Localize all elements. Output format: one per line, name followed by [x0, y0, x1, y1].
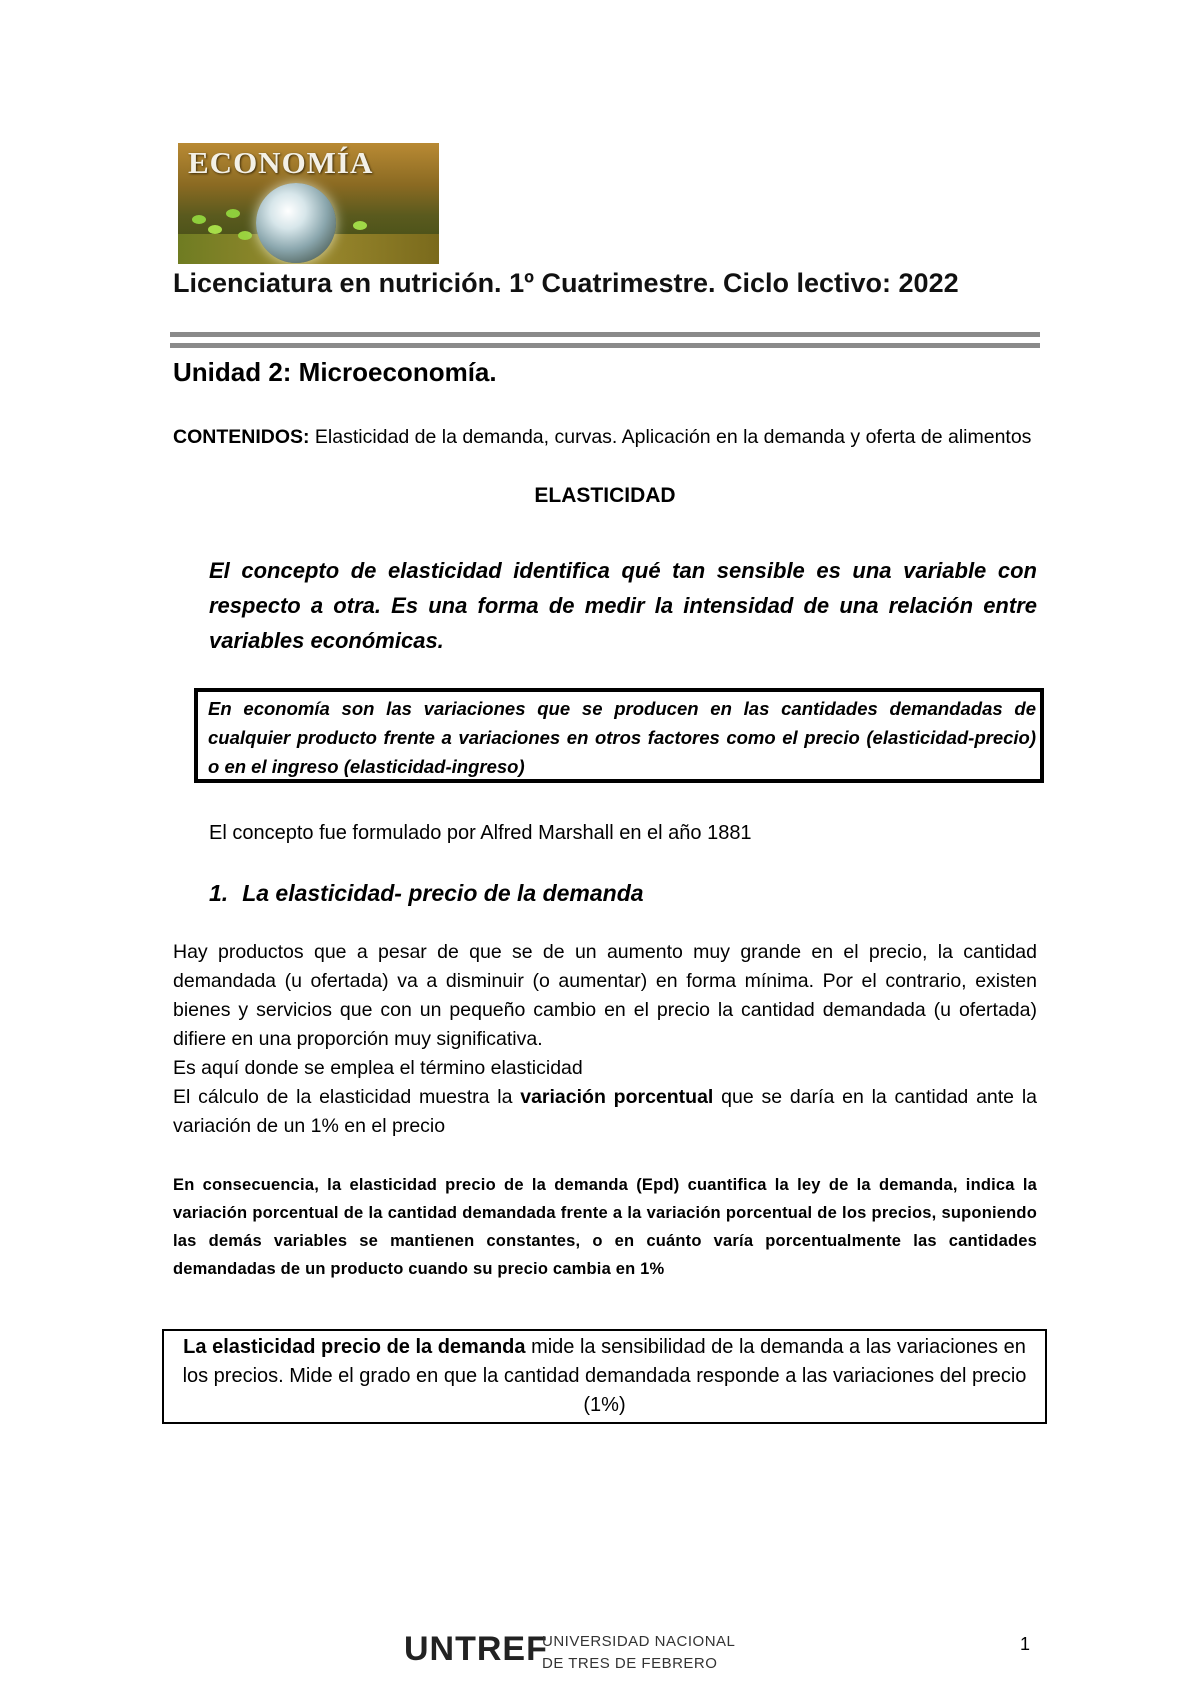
summary-text: mide la sensibilidad de la demanda a las variaciones en los precios. Mide el grado en que la cantidad demandada responde a las variaciones del precio (1%) — [182, 1336, 1027, 1416]
section-1-number: 1. — [209, 880, 229, 906]
summary-box-text — [170, 1333, 1039, 1420]
section-heading: ELASTICIDAD — [534, 484, 676, 507]
banner-title: ECONOMÍA — [188, 145, 374, 180]
bold-term: variación porcentual — [520, 1086, 714, 1108]
contents-paragraph — [173, 423, 1037, 451]
price-elasticity-paragraph — [173, 938, 1037, 1141]
summary-bold-term: La elasticidad precio de la demanda — [183, 1336, 526, 1358]
contents-label: CONTENIDOS: — [173, 426, 310, 448]
course-subtitle: Licenciatura en nutrición. 1º Cuatrimestre. Ciclo lectivo: 2022 — [173, 268, 959, 298]
definition-box-text: En economía son las variaciones que se producen en las cantidades demandadas de cualquier producto frente a variaciones en otros factores como el precio (elasticidad-precio) o en el ingreso (elasticidad-ingreso) — [208, 698, 1036, 777]
unit-title: Unidad 2: Microeconomía. — [173, 357, 497, 387]
section-1-heading — [209, 880, 644, 907]
consequence-paragraph: En consecuencia, la elasticidad precio de la demanda (Epd) cuantifica la ley de la demanda, indica la variación porcentual de la cantidad demandada frente a la variación porcentual de los precios, suponiendo las demás variables se mantienen constantes, o en cuánto varía porcentualmente las cantidades demandadas de un producto cuando su precio cambia en 1% — [173, 1176, 1037, 1278]
page-number: 1 — [1020, 1634, 1031, 1654]
economia-banner-image — [178, 143, 439, 264]
paragraph-line: Es aquí donde se emplea el término elasticidad — [173, 1057, 583, 1079]
concept-definition: El concepto de elasticidad identifica qué tan sensible es una variable con respecto a otra. Es una forma de medir la intensidad de una relación entre variables económicas. — [209, 558, 1037, 653]
globe-icon — [256, 183, 336, 263]
untref-logo: UNTREF — [404, 1630, 548, 1668]
divider-rule — [170, 343, 1040, 348]
section-1-title: La elasticidad- precio de la demanda — [242, 880, 644, 906]
divider-rule — [170, 332, 1040, 337]
paragraph-line: El cálculo de la elasticidad muestra la variación porcentual que se daría en la cantidad ante la variación de un 1% en el precio — [173, 1086, 1037, 1137]
contents-text: Elasticidad de la demanda, curvas. Aplicación en la demanda y oferta de alimentos — [309, 426, 1032, 448]
paragraph-text: Hay productos que a pesar de que se de un aumento muy grande en el precio, la cantidad demandada (u ofertada) va a disminuir (o aumentar) en forma mínima. Por el contrario, existen bienes y servicios que con un pequeño cambio en el precio la cantidad demandada (u ofertada) difiere en una proporción muy significativa. — [173, 941, 1037, 1050]
university-name: UNIVERSIDAD NACIONAL DE TRES DE FEBRERO — [542, 1633, 736, 1672]
marshall-note: El concepto fue formulado por Alfred Marshall en el año 1881 — [209, 822, 752, 844]
